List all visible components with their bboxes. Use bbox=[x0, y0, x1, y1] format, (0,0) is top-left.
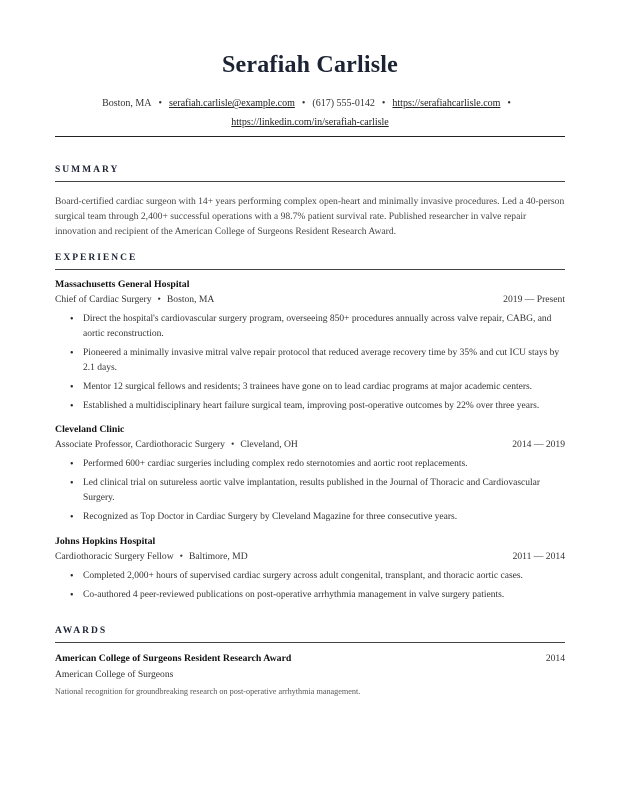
separator-dot: • bbox=[179, 551, 184, 562]
location-text: Boston, MA bbox=[102, 98, 152, 109]
job-role: Chief of Cardiac Surgery bbox=[55, 294, 152, 305]
job-bullets bbox=[55, 569, 565, 603]
summary-heading: SUMMARY bbox=[55, 165, 120, 175]
award-organization: American College of Surgeons bbox=[55, 669, 174, 680]
experience-heading: EXPERIENCE bbox=[55, 253, 138, 263]
job-bullet: • Completed 2,000+ hours of supervised cardiac surgery across adult congenital, transplant, and thoracic aortic cases. bbox=[55, 569, 565, 584]
awards-heading: AWARDS bbox=[55, 626, 108, 636]
job-role: Associate Professor, Cardiothoracic Surgery bbox=[55, 439, 225, 450]
header-divider bbox=[55, 136, 565, 137]
job-organization: Massachusetts General Hospital bbox=[55, 279, 190, 290]
award-description: National recognition for groundbreaking research on post-operative arrhythmia management. bbox=[55, 687, 361, 696]
job-role-line bbox=[55, 549, 565, 565]
contact-info bbox=[60, 94, 560, 132]
award-title-line bbox=[55, 651, 565, 666]
job-bullet: • Recognized as Top Doctor in Cardiac Surgery by Cleveland Magazine for three consecutive years. bbox=[55, 510, 565, 525]
job-bullet: • Pioneered a minimally invasive mitral valve repair protocol that reduced average recovery time by 35% and cut ICU stays by 2.1 days. bbox=[55, 346, 565, 376]
email-link[interactable]: serafiah.carlisle@example.com bbox=[169, 98, 295, 109]
separator-dot: • bbox=[301, 98, 306, 109]
job-bullet: • Established a multidisciplinary heart failure surgical team, improving post-operative outcomes by 22% over three years. bbox=[55, 399, 565, 414]
job-location: Boston, MA bbox=[166, 294, 215, 305]
job-bullet: • Performed 600+ cardiac surgeries including complex redo sternotomies and aortic root replacements. bbox=[55, 457, 565, 472]
website-link[interactable]: https://serafiahcarlisle.com bbox=[392, 98, 501, 109]
job-entry bbox=[55, 422, 565, 525]
job-entry bbox=[55, 277, 565, 414]
job-location: Cleveland, OH bbox=[240, 439, 298, 450]
award-year: 2014 bbox=[545, 653, 565, 664]
job-dates: 2011 — 2014 bbox=[512, 551, 565, 562]
job-bullet: • Mentor 12 surgical fellows and residents; 3 trainees have gone on to lead cardiac programs at major academic centers. bbox=[55, 380, 565, 395]
job-organization: Johns Hopkins Hospital bbox=[55, 536, 156, 547]
candidate-name: Serafiah Carlisle bbox=[221, 52, 399, 78]
awards-divider bbox=[55, 642, 565, 643]
summary-text: Board-certified cardiac surgeon with 14+ years performing complex open-heart and minimally invasive procedures. Led a 40-person surgical team through 2,400+ successful operations with a 98.7% patient survival rate. Published researcher in valve repair innovation and recipient of the American College of Surgeons Resident Research Award. bbox=[55, 196, 565, 237]
job-bullet: • Direct the hospital's cardiovascular surgery program, overseeing 850+ procedures annually across valve repair, CABG, and aortic reconstruction. bbox=[55, 312, 565, 342]
separator-dot: • bbox=[507, 98, 511, 109]
job-bullets bbox=[55, 457, 565, 525]
job-dates: 2014 — 2019 bbox=[512, 439, 565, 450]
separator-dot: • bbox=[230, 439, 235, 450]
experience-divider bbox=[55, 269, 565, 270]
job-bullet: • Led clinical trial on sutureless aortic valve implantation, results published in the Journal of Thoracic and Cardiovascular Surgery. bbox=[55, 476, 565, 506]
job-bullets bbox=[55, 312, 565, 414]
summary-divider bbox=[55, 181, 565, 182]
job-organization: Cleveland Clinic bbox=[55, 424, 125, 435]
award-name: American College of Surgeons Resident Research Award bbox=[55, 653, 292, 664]
job-bullet: • Co-authored 4 peer-reviewed publications on post-operative arrhythmia management in valve surgery patients. bbox=[55, 588, 565, 603]
separator-dot: • bbox=[158, 98, 163, 109]
job-role-line bbox=[55, 437, 565, 453]
job-role: Cardiothoracic Surgery Fellow bbox=[55, 551, 174, 562]
job-location: Baltimore, MD bbox=[189, 551, 248, 562]
award-entry bbox=[55, 651, 565, 698]
phone-text: (617) 555-0142 bbox=[312, 98, 375, 109]
linkedin-link[interactable]: https://linkedin.com/in/serafiah-carlisle bbox=[231, 117, 389, 128]
job-role-line bbox=[55, 292, 565, 308]
separator-dot: • bbox=[381, 98, 386, 109]
job-entry bbox=[55, 534, 565, 603]
job-dates: 2019 — Present bbox=[503, 294, 565, 305]
separator-dot: • bbox=[157, 294, 161, 305]
